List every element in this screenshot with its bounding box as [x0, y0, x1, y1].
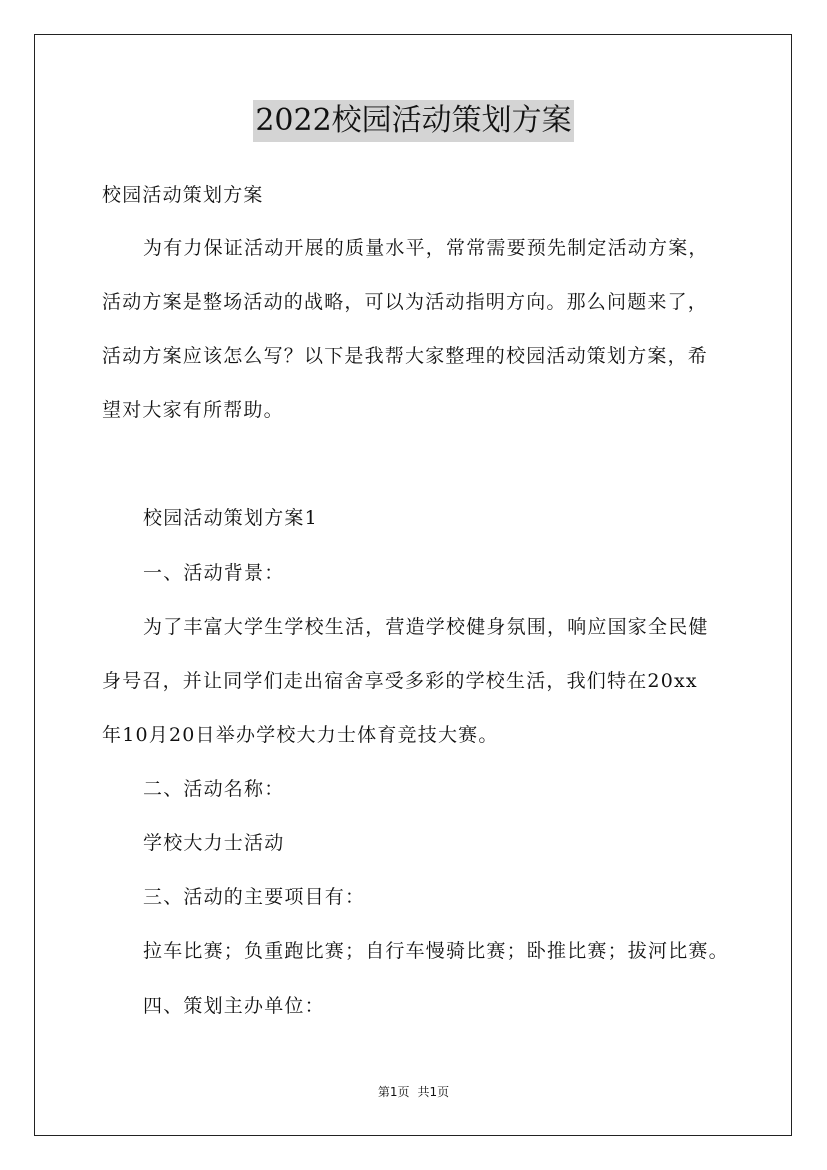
subtitle: 校园活动策划方案: [102, 184, 264, 206]
background-line-3: 年10月20日举办学校大力士体育竞技大赛。: [102, 724, 499, 746]
intro-line-4: 望对大家有所帮助。: [102, 399, 284, 421]
heading-items: 三、活动的主要项目有：: [143, 886, 366, 908]
heading-organizer: 四、策划主办单位：: [143, 995, 325, 1017]
intro-line-2: 活动方案是整场活动的战略，可以为活动指明方向。那么问题来了，: [102, 291, 709, 313]
page-number: 第1页: [377, 1085, 410, 1099]
intro-line-1: 为有力保证活动开展的质量水平，常常需要预先制定活动方案，: [143, 237, 709, 259]
heading-background: 一、活动背景：: [143, 562, 285, 584]
activity-name: 学校大力士活动: [143, 832, 285, 854]
intro-line-3: 活动方案应该怎么写？以下是我帮大家整理的校园活动策划方案，希: [102, 345, 709, 367]
background-line-1: 为了丰富大学生学校生活，营造学校健身氛围，响应国家全民健: [143, 616, 709, 638]
page-total: 共1页: [417, 1085, 450, 1099]
title-container: [0, 100, 827, 142]
document-title: 2022校园活动策划方案: [253, 100, 573, 142]
heading-name: 二、活动名称：: [143, 778, 285, 800]
background-line-2: 身号召，并让同学们走出宿舍享受多彩的学校生活，我们特在20xx: [102, 670, 698, 692]
section-title: 校园活动策划方案1: [143, 507, 318, 529]
page-footer: [0, 1083, 827, 1101]
items-list: 拉车比赛；负重跑比赛；自行车慢骑比赛；卧推比赛；拔河比赛。: [143, 940, 729, 962]
